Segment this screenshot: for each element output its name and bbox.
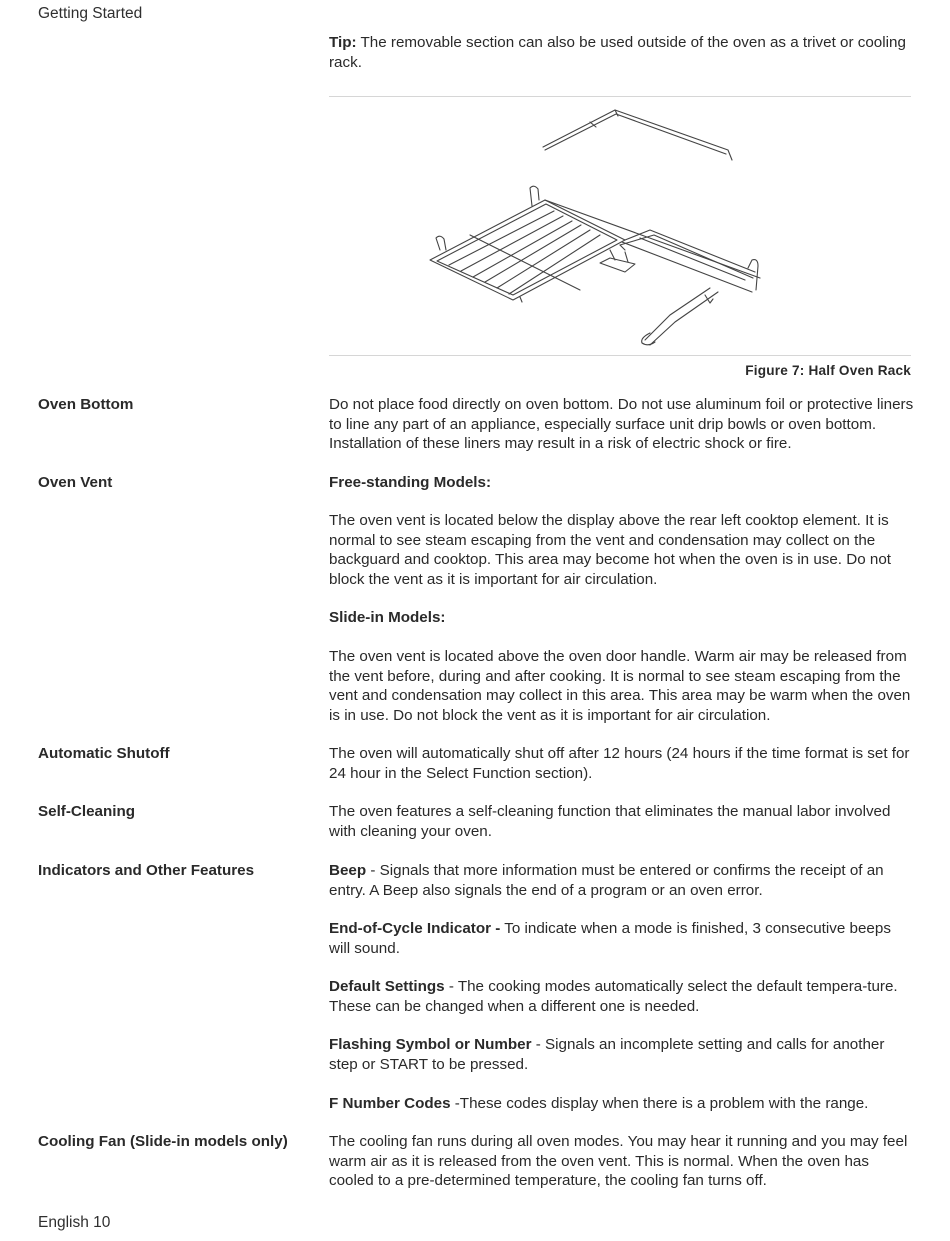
figure-top-rule <box>329 96 911 97</box>
f-number-codes-text: -These codes display when there is a problem with the range. <box>450 1095 869 1112</box>
default-settings-term: Default Settings <box>329 978 445 995</box>
f-number-codes-term: F Number Codes <box>329 1095 451 1112</box>
section-label-automatic-shutoff: Automatic Shutoff <box>38 745 170 762</box>
end-of-cycle-text: To indicate when a mode is finished, 3 consecutive beeps will sound. <box>329 920 891 957</box>
automatic-shutoff-text: The oven will automatically shut off after 12 hours (24 hours if the time format is set for 24 hour in the Select Function section). <box>329 745 910 782</box>
end-of-cycle-term: End-of-Cycle Indicator - <box>329 920 501 937</box>
self-cleaning-text: The oven features a self-cleaning function that eliminates the manual labor involved with cleaning your oven. <box>329 803 891 840</box>
flashing-symbol-term: Flashing Symbol or Number <box>329 1036 532 1053</box>
page-header-section: Getting Started <box>38 5 143 22</box>
flashing-symbol-text: - Signals an incomplete setting and calls for another step or START to be pressed. <box>329 1036 885 1073</box>
beep-text: - Signals that more information must be entered or confirms the receipt of an entry. A Beep also signals the end of a program or an oven error. <box>329 862 884 899</box>
beep-term: Beep <box>329 862 367 879</box>
oven-bottom-text: Do not place food directly on oven bottom. Do not use aluminum foil or protective liners to line any part of an appliance, especially surface unit drip bowls or oven bottom. Installation of these liners may result in a risk of electric shock or fire. <box>329 396 914 453</box>
tip-text: The removable section can also be used outside of the oven as a trivet or cooling rack. <box>329 34 906 71</box>
section-label-indicators: Indicators and Other Features <box>38 862 255 879</box>
section-label-self-cleaning: Self-Cleaning <box>38 803 136 820</box>
end-of-cycle-paragraph <box>329 919 914 958</box>
tip-paragraph <box>329 33 914 72</box>
flashing-symbol-paragraph <box>329 1035 914 1074</box>
beep-paragraph <box>329 861 914 900</box>
section-label-oven-bottom: Oven Bottom <box>38 396 134 413</box>
half-oven-rack-illustration <box>410 100 790 350</box>
default-settings-paragraph <box>329 977 914 1016</box>
figure-caption: Figure 7: Half Oven Rack <box>745 363 911 378</box>
page-footer-number: English 10 <box>38 1214 111 1231</box>
default-settings-text: - The cooking modes automatically select the default tempera-ture. These can be changed when a different one is needed. <box>329 978 898 1015</box>
slidein-heading: Slide-in Models: <box>329 609 446 626</box>
tip-label: Tip: <box>329 34 357 51</box>
freestanding-text: The oven vent is located below the display above the rear left cooktop element. It is normal to see steam escaping from the vent and condensation may collect on the backguard and cooktop. This area may become hot when the oven is in use. Do not block the vent as it is important for air circulation. <box>329 512 891 588</box>
section-label-cooling-fan: Cooling Fan (Slide-in models only) <box>38 1133 288 1150</box>
cooling-fan-text: The cooling fan runs during all oven modes. You may hear it running and you may feel warm air as it is released from the oven vent. This is normal. When the oven has cooled to a pre-determined temperature, the cooling fan turns off. <box>329 1133 908 1190</box>
figure-bottom-rule <box>329 355 911 356</box>
freestanding-heading: Free-standing Models: <box>329 474 492 491</box>
section-label-oven-vent: Oven Vent <box>38 474 113 491</box>
f-number-codes-paragraph <box>329 1094 914 1114</box>
slidein-text: The oven vent is located above the oven door handle. Warm air may be released from the vent before, during and after cooking. It is normal to see steam escaping from the vent and condensation may collect in this area. This area may be warm when the oven is in use. Do not block the vent as it is important for air circulation. <box>329 648 911 724</box>
